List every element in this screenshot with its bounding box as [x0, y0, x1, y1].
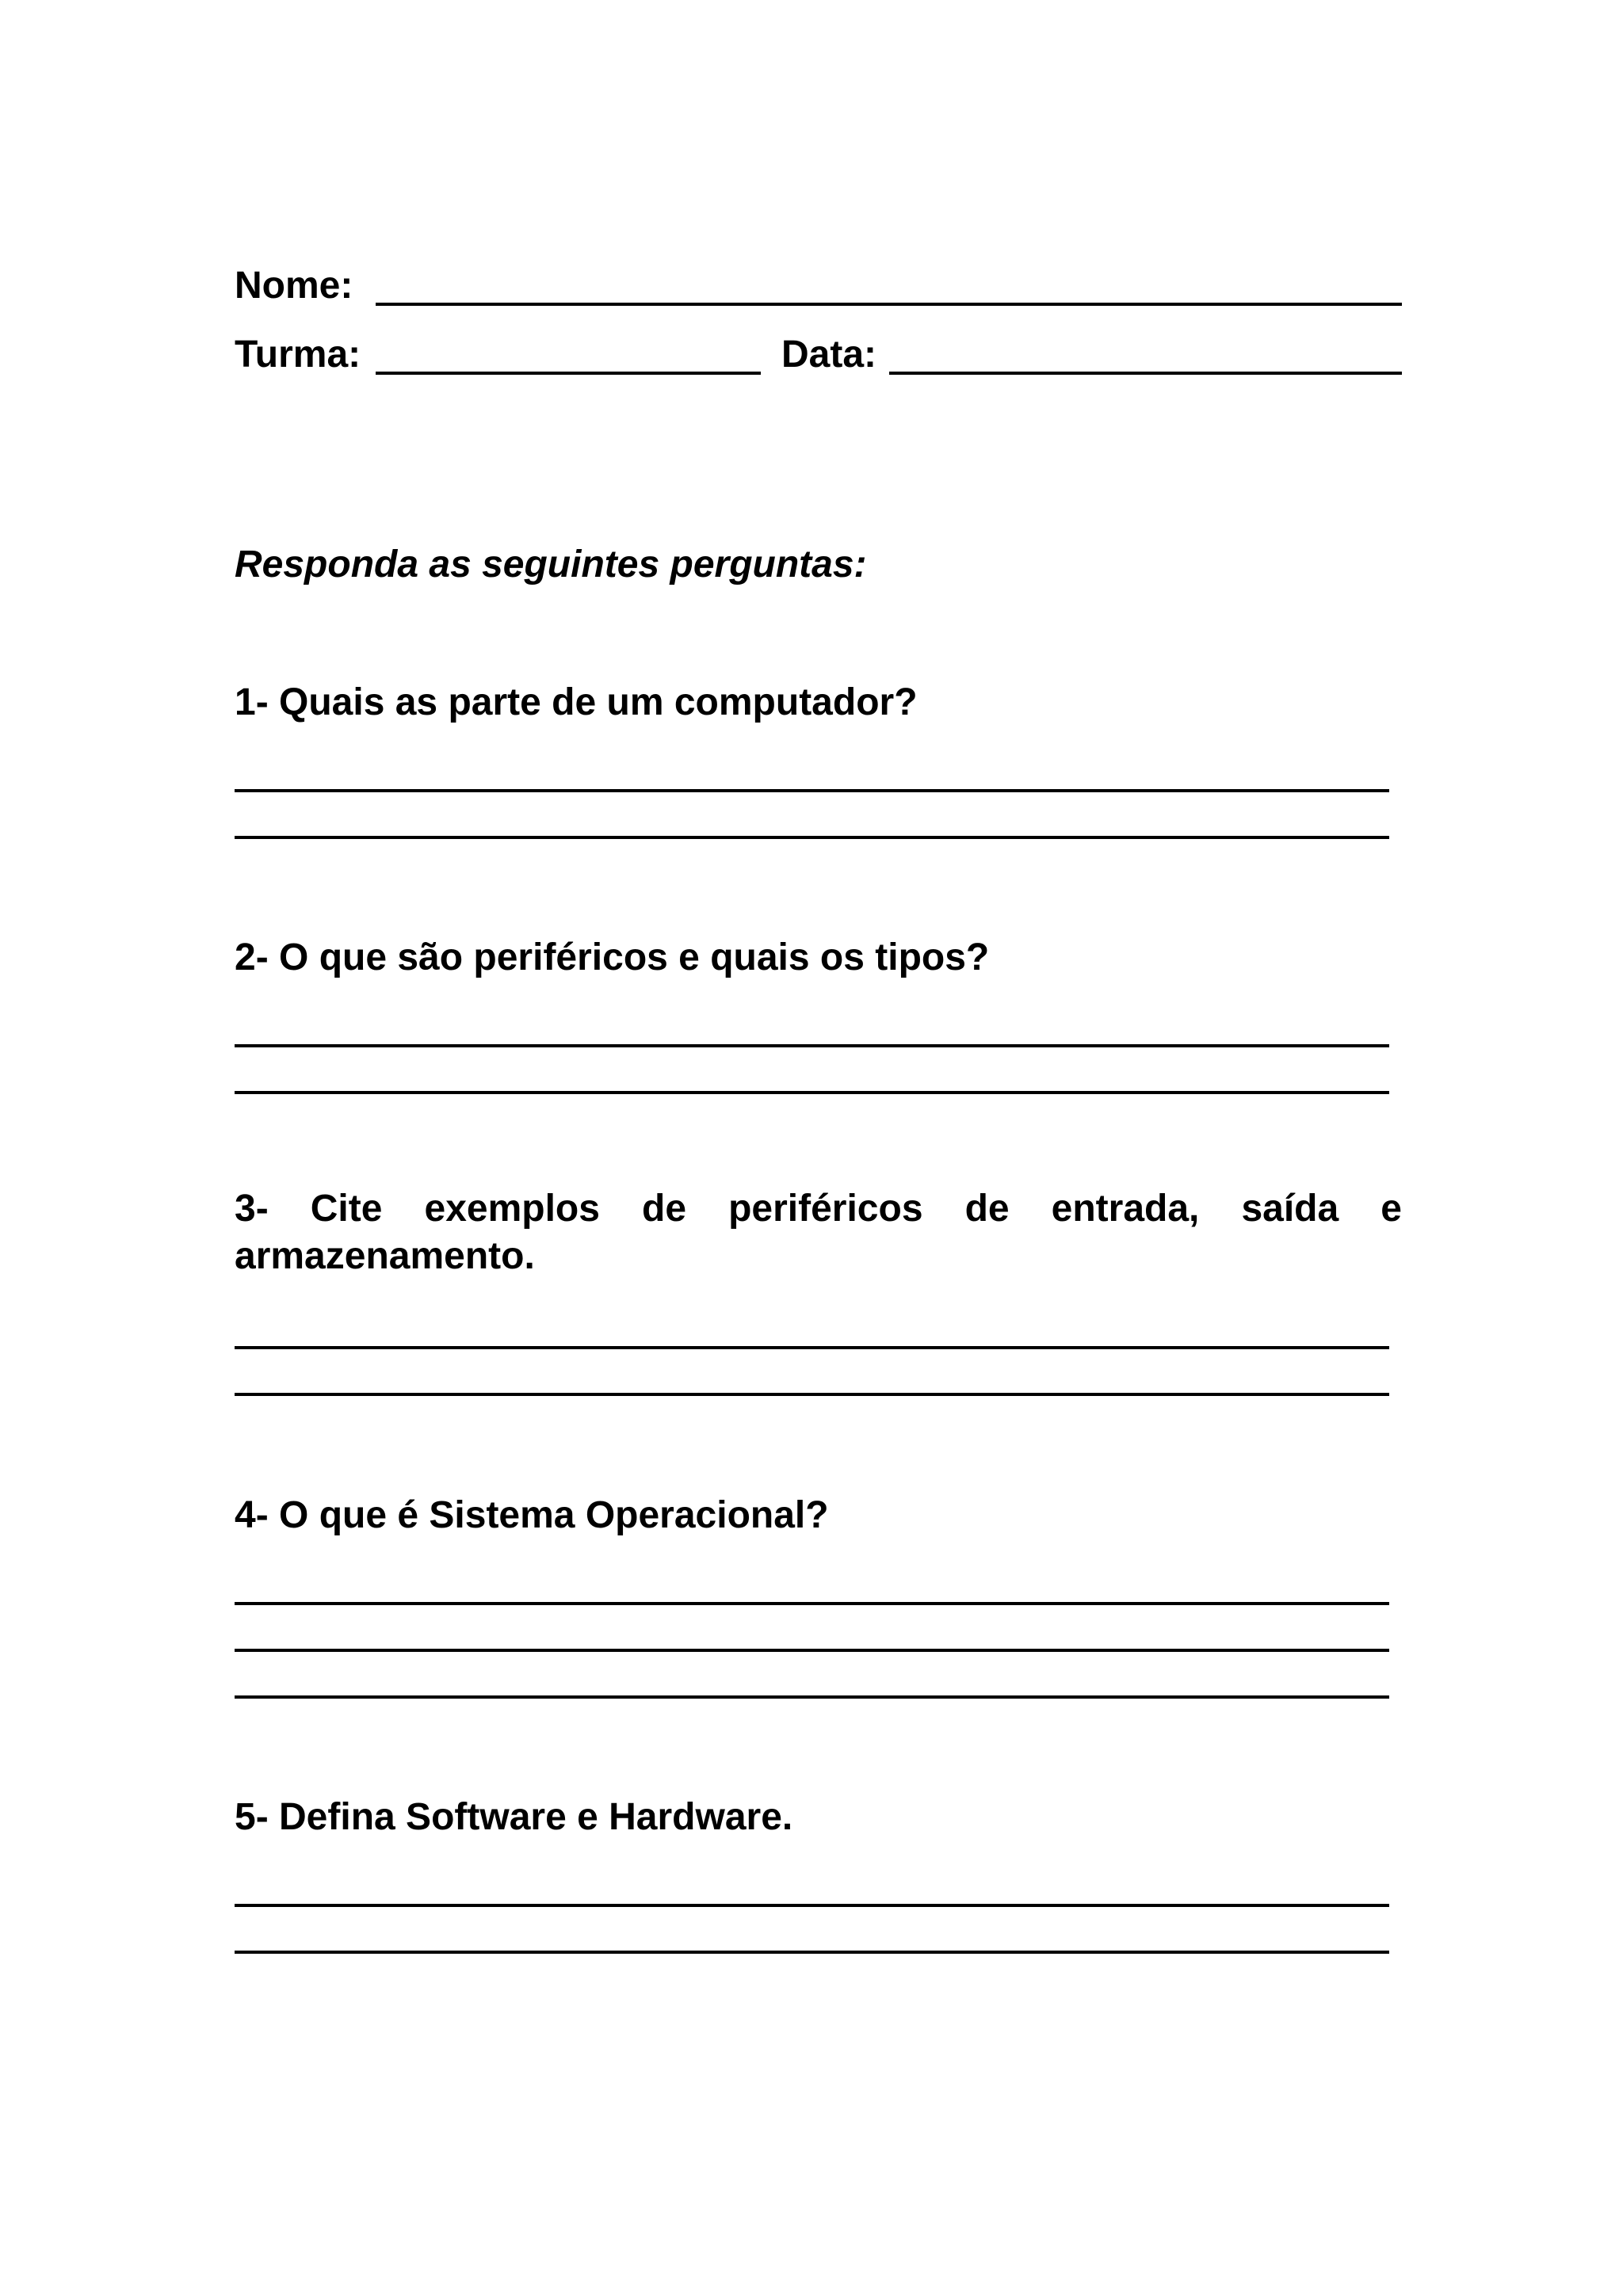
answer-line-3a[interactable]: [235, 1346, 1389, 1349]
answer-line-2a[interactable]: [235, 1044, 1389, 1047]
q3-word: 3-: [235, 1188, 269, 1230]
date-answer-line[interactable]: [889, 372, 1402, 375]
q3-word: saída: [1241, 1188, 1339, 1230]
answer-line-5a[interactable]: [235, 1904, 1389, 1907]
question-1: 1- Quais as parte de um computador?: [235, 681, 918, 723]
question-3: [235, 1185, 1402, 1280]
instruction-text: Responda as seguintes perguntas:: [235, 543, 867, 585]
answer-line-1a[interactable]: [235, 789, 1389, 792]
class-answer-line[interactable]: [376, 372, 761, 375]
answer-line-5b[interactable]: [235, 1951, 1389, 1954]
q3-word: de: [964, 1188, 1010, 1230]
question-5: 5- Defina Software e Hardware.: [235, 1796, 793, 1838]
answer-line-2b[interactable]: [235, 1091, 1389, 1094]
question-3-line-1: [235, 1185, 1402, 1233]
q3-word: e: [1381, 1188, 1402, 1230]
q3-word: periféricos: [728, 1188, 923, 1230]
question-3-line-2: armazenamento.: [235, 1235, 535, 1277]
q3-word: de: [642, 1188, 687, 1230]
question-2: 2- O que são periféricos e quais os tipos?: [235, 936, 990, 978]
answer-line-4b[interactable]: [235, 1649, 1389, 1652]
name-answer-line[interactable]: [376, 303, 1402, 306]
q3-word: Cite: [310, 1188, 383, 1230]
class-label: Turma:: [235, 334, 361, 376]
name-label: Nome:: [235, 265, 353, 307]
q3-word: entrada,: [1051, 1188, 1200, 1230]
answer-line-1b[interactable]: [235, 836, 1389, 839]
q3-word: exemplos: [424, 1188, 600, 1230]
answer-line-4a[interactable]: [235, 1602, 1389, 1605]
question-4: 4- O que é Sistema Operacional?: [235, 1494, 829, 1536]
date-label: Data:: [781, 334, 877, 376]
answer-line-4c[interactable]: [235, 1695, 1389, 1699]
answer-line-3b[interactable]: [235, 1393, 1389, 1396]
